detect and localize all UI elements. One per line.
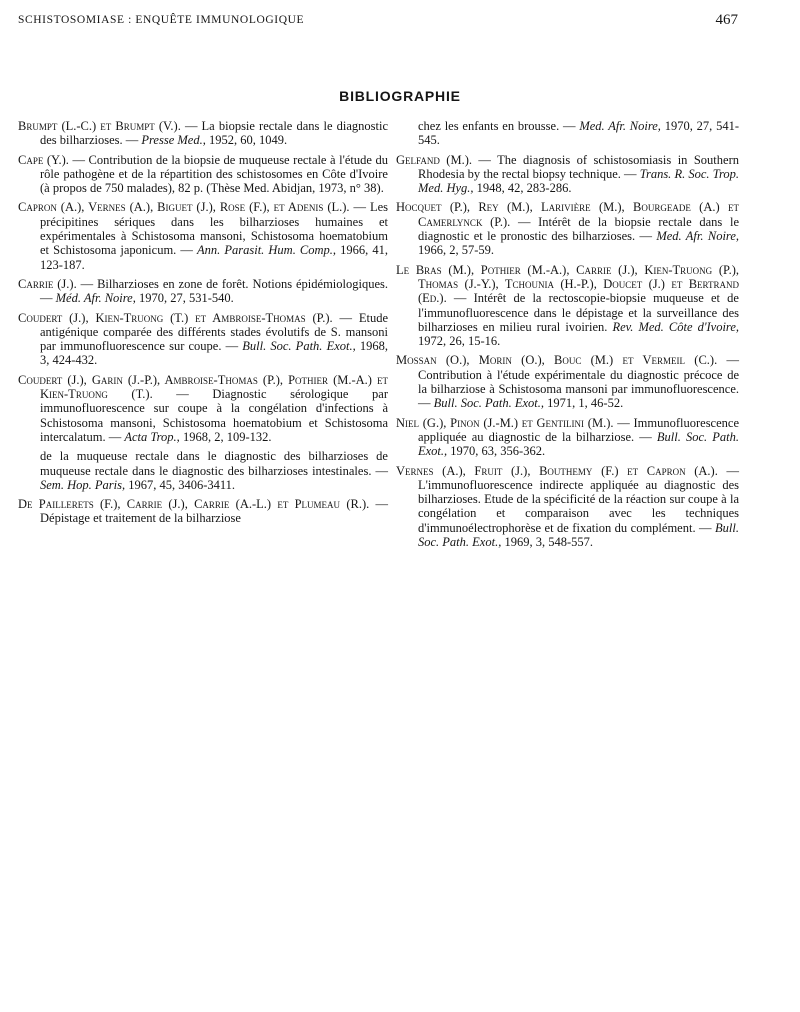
reference-authors: Carrie (J.). — [18, 276, 77, 291]
reference-text: chez les enfants en brousse. — — [418, 119, 580, 133]
reference-journal: Med. Afr. Noire, — [579, 119, 661, 133]
reference-authors: Niel (G.), Pinon (J.-M.) et Gentilini (M.). — [396, 415, 614, 430]
reference-details: 1952, 60, 1049. — [205, 133, 288, 148]
reference-journal: Bull. Soc. Path. Exot., — [418, 520, 739, 550]
reference-entry — [18, 153, 388, 196]
reference-journal: Acta Trop., — [124, 429, 180, 444]
reference-journal: Med. Afr. Noire, — [656, 229, 739, 244]
reference-journal: Sem. Hop. Paris, — [40, 477, 126, 492]
reference-journal: Presse Med., — [141, 133, 206, 148]
reference-details: 1970, 27, 541-545. — [418, 119, 739, 148]
reference-text: — Intérêt de la biopsie rectale dans le diagnostic et le pronostic des bilharzioses. — — [418, 214, 739, 244]
reference-text: de la muqueuse rectale dans le diagnostic des bilharzioses de muqueuse rectale dans le diagnostic des bilharzioses intestinales. — — [40, 449, 388, 478]
reference-journal: Bull. Soc. Path. Exot., — [242, 339, 356, 354]
reference-entry — [396, 263, 739, 349]
reference-journal: Rev. Med. Côte d'Ivoire, — [612, 319, 739, 334]
reference-details: 1968, 2, 109-132. — [179, 429, 272, 444]
reference-entry — [396, 464, 739, 550]
reference-text: — Bilharzioses en zone de forêt. Notions épidémiologiques. — — [40, 276, 388, 306]
reference-entry — [396, 153, 739, 196]
reference-journal: Ann. Parasit. Hum. Comp., — [197, 243, 337, 258]
reference-journal: Bull. Soc. Path. Exot., — [418, 429, 739, 459]
reference-journal: Bull. Soc. Path. Exot., — [433, 396, 545, 411]
reference-authors: Mossan (O.), Morin (O.), Bouc (M.) et Vermeil (C.). — [396, 353, 718, 368]
reference-journal: Méd. Afr. Noire, — [55, 291, 136, 306]
reference-entry — [18, 277, 388, 306]
reference-entry — [396, 200, 739, 257]
reference-authors: Le Bras (M.), Pothier (M.-A.), Carrie (J.), Kien-Truong (P.), Thomas (J.-Y.), Tchounia (H.-P.), Doucet (J.) et Bertrand (Ed.). — [396, 262, 739, 306]
reference-details: 1966, 41, 123-187. — [40, 243, 389, 272]
reference-text: — Contribution de la biopsie de muqueuse rectale à l'étude du rôle pathogène et de la répartition des schistosomes en Côte d'Ivoire (à propos de 750 malades), 82 p. (Thèse Med. Abidjan, 1973, n° 38). — [40, 152, 388, 196]
running-title: SCHISTOSOMIASE : ENQUÊTE IMMUNOLOGIQUE — [18, 14, 305, 26]
reference-entry — [18, 311, 388, 368]
reference-text: — Diagnostic sérologique par immunofluorescence sur coupe à la congélation d'infections à Schistosoma mansoni, Schistosoma hoematobium et Schistosoma intercalatum. — — [40, 387, 389, 444]
reference-text: — Etude antigénique comparée des différents stades évolutifs de S. mansoni par immunofluorescence sur coupe. — — [40, 310, 388, 354]
reference-text: — Dépistage et traitement de la bilharziose — [40, 497, 388, 526]
bibliography-column-right — [396, 119, 739, 554]
reference-details: 1969, 3, 548-557. — [501, 535, 593, 550]
reference-details: 1970, 63, 356-362. — [447, 444, 546, 459]
reference-text: — Immunofluorescence appliquée au diagnostic de la bilharziose. — — [418, 415, 739, 444]
reference-details: 1948, 42, 283-286. — [473, 181, 572, 196]
reference-text: — Intérêt de la rectoscopie-biopsie muqueuse et de l'immunofluorescence dans le dépistage et la surveillance des bilharzioses en milieu rural ivoirien. — [418, 291, 739, 334]
reference-details: 1968, 3, 424-432. — [40, 339, 389, 368]
reference-entry — [18, 200, 388, 271]
section-title: BIBLIOGRAPHIE — [339, 88, 461, 104]
reference-authors: Gelfand (M.). — [396, 152, 472, 167]
reference-continuation — [18, 449, 388, 492]
reference-entry — [18, 119, 388, 148]
reference-entry — [18, 373, 388, 444]
reference-continuation — [396, 119, 739, 148]
reference-authors: Coudert (J.), Garin (J.-P.), Ambroise-Thomas (P.), Pothier (M.-A.) et Kien-Truong (T.). — [18, 372, 388, 402]
reference-authors: Hocquet (P.), Rey (M.), Larivière (M.), Bourgeade (A.) et Camerlynck (P.). — [396, 200, 739, 229]
reference-authors: Cape (Y.). — [18, 152, 69, 167]
reference-details: 1970, 27, 531-540. — [135, 291, 234, 306]
reference-text: — L'immunofluorescence indirecte appliquée au diagnostic des bilharzioses. Etude de la spécificité de la réaction sur coupe à la congélation et comparaison avec les techniques d'immunoélectrophorèse et de fixation du complément. — — [418, 463, 740, 535]
reference-text: — La biopsie rectale dans le diagnostic des bilharzioses. — — [40, 119, 388, 148]
reference-entry — [396, 353, 739, 410]
reference-authors: Brumpt (L.-C.) et Brumpt (V.). — [18, 119, 181, 133]
reference-authors: De Paillerets (F.), Carrie (J.), Carrie (A.-L.) et Plumeau (R.). — [18, 497, 370, 512]
bibliography-column-left — [18, 119, 388, 531]
reference-details: 1967, 45, 3406-3411. — [125, 477, 236, 492]
reference-text: — Contribution à l'étude expérimentale du diagnostic précoce de la bilharziose à Schistosoma mansoni par immunofluorescence. — — [418, 353, 739, 411]
reference-details: 1966, 2, 57-59. — [418, 243, 495, 258]
reference-authors: Capron (A.), Vernes (A.), Biguet (J.), Rose (F.), et Adenis (L.). — [18, 200, 350, 215]
page-number: 467 — [715, 12, 738, 28]
reference-details: 1971, 1, 46-52. — [544, 396, 624, 411]
reference-text: — The diagnosis of schistosomiasis in Southern Rhodesia by the rectal biopsy technique. — — [418, 152, 739, 181]
reference-entry — [396, 416, 739, 459]
reference-authors: Vernes (A.), Fruit (J.), Bouthemy (F.) et Capron (A.). — [396, 463, 718, 478]
reference-journal: Trans. R. Soc. Trop. Med. Hyg., — [418, 166, 739, 196]
reference-authors: Coudert (J.), Kien-Truong (T.) et Ambroise-Thomas (P.). — [18, 310, 333, 325]
reference-text: — Les précipitines sériques dans les bilharzioses humaines et expérimentales à Schistosoma mansoni, Schistosoma hoematobium et Schistosoma japonicum. — — [40, 200, 388, 258]
reference-details: 1972, 26, 15-16. — [418, 334, 501, 349]
reference-entry — [18, 497, 388, 526]
